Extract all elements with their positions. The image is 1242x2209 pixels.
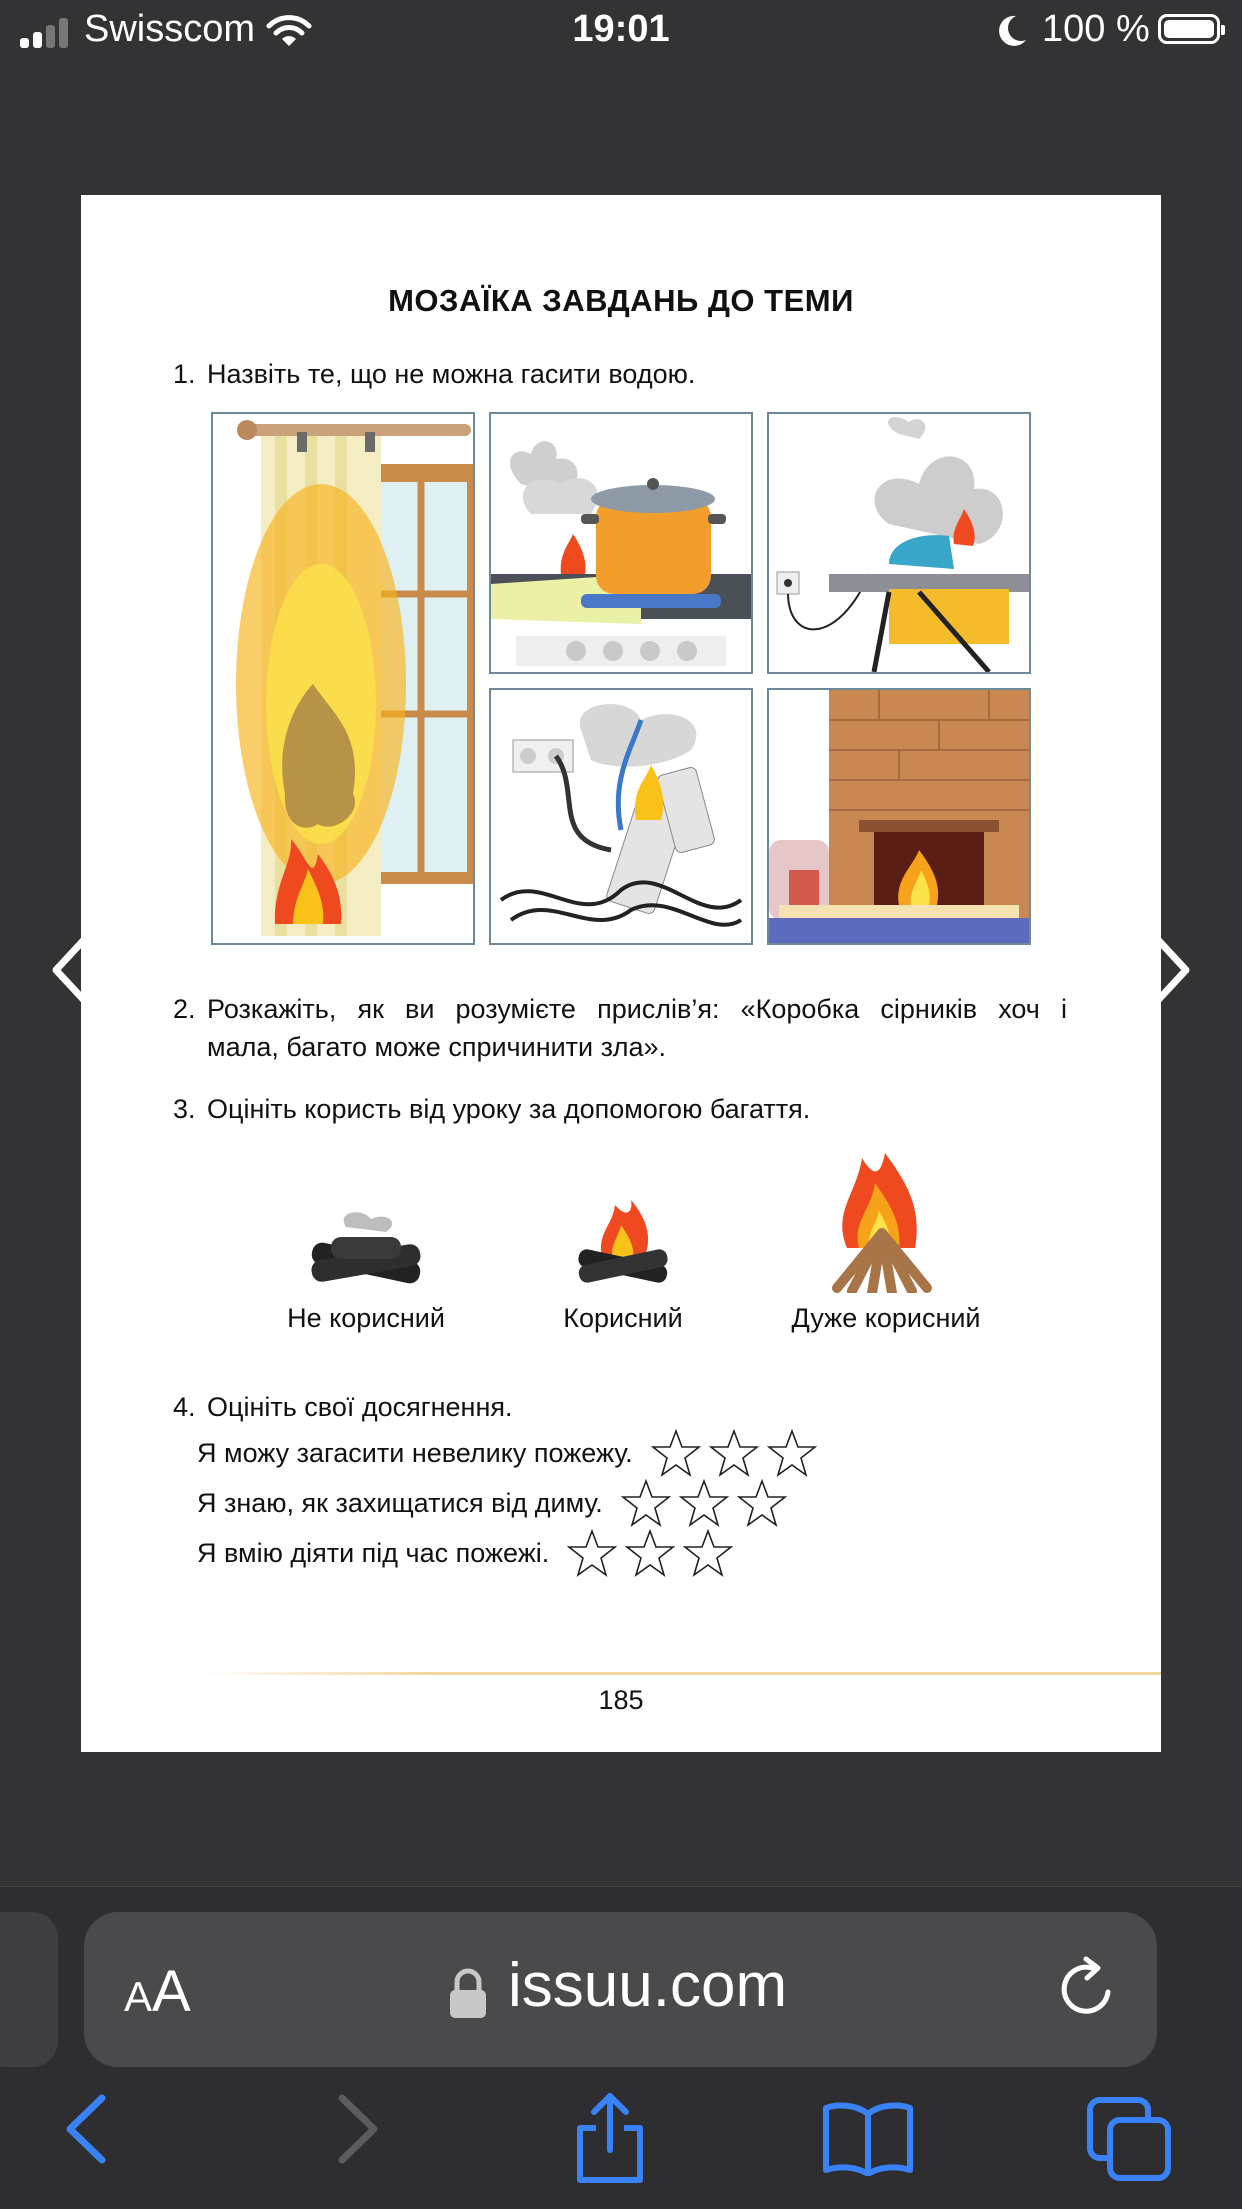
status-bar — [0, 0, 1242, 62]
self-assessment-text: Я вмію діяти під час пожежі. — [197, 1537, 550, 1568]
star-icon[interactable] — [683, 1528, 733, 1578]
small-campfire-icon — [573, 1195, 673, 1295]
reload-icon[interactable] — [1056, 1956, 1120, 2022]
task-1 — [173, 355, 695, 393]
clock: 19:01 — [572, 8, 670, 50]
share-icon[interactable] — [572, 2090, 648, 2186]
star-icon[interactable] — [737, 1478, 787, 1528]
task-number: 3. — [173, 1094, 196, 1124]
document-page — [81, 195, 1161, 1752]
previous-tab-preview[interactable] — [0, 1912, 58, 2067]
star-icon[interactable] — [621, 1478, 671, 1528]
star-icon[interactable] — [567, 1528, 617, 1578]
task-text-line-2: мала, багато може спричинити зла». — [207, 1032, 666, 1062]
burning-curtain-image — [211, 412, 475, 945]
star-icon[interactable] — [679, 1478, 729, 1528]
star-icon[interactable] — [625, 1528, 675, 1578]
battery-icon — [1158, 14, 1220, 44]
page-title: МОЗАЇКА ЗАВДАНЬ ДО ТЕМИ — [388, 283, 854, 318]
task-number: 4. — [173, 1392, 196, 1422]
forward-arrow-icon[interactable] — [334, 2092, 382, 2166]
rating-label-not-useful: Не корисний — [287, 1303, 445, 1333]
self-assessment-row — [197, 1478, 795, 1528]
task-number: 1. — [173, 359, 196, 389]
fireplace-image — [767, 688, 1031, 945]
star-icon[interactable] — [709, 1428, 759, 1478]
task-3 — [173, 1090, 810, 1128]
task-text-line-1: Розкажіть, як ви розумієте прислів’я: «Коробка сірників хоч і — [207, 994, 1067, 1024]
bookmarks-icon[interactable] — [820, 2100, 916, 2176]
self-assessment-row — [197, 1428, 825, 1478]
iron-on-ironing-board-image — [767, 412, 1031, 674]
address-bar[interactable] — [84, 1912, 1157, 2067]
task-text: Назвіть те, що не можна гасити водою. — [207, 359, 696, 389]
text-size-button[interactable]: AA — [124, 1959, 191, 2024]
footer-divider — [201, 1672, 1161, 1675]
big-campfire-icon — [827, 1153, 937, 1293]
self-assessment-text: Я можу загасити невелику пожежу. — [197, 1437, 633, 1468]
back-arrow-icon[interactable] — [62, 2092, 110, 2166]
self-assessment-text: Я знаю, як захищатися від диму. — [197, 1487, 603, 1518]
extinguished-campfire-icon — [301, 1207, 431, 1297]
carrier-name: Swisscom — [84, 8, 256, 50]
page-number: 185 — [598, 1685, 644, 1715]
task-number: 2. — [173, 994, 196, 1024]
task-text: Оцініть свої досягнення. — [207, 1392, 513, 1422]
star-icon[interactable] — [651, 1428, 701, 1478]
task-2 — [173, 990, 1073, 1066]
rating-label-useful: Корисний — [563, 1303, 683, 1333]
lock-icon — [448, 1968, 488, 2020]
pot-on-stove-fire-image — [489, 412, 753, 674]
overloaded-power-strip-image — [489, 688, 753, 945]
tabs-icon[interactable] — [1086, 2096, 1172, 2182]
self-assessment-row — [197, 1528, 741, 1578]
battery-percentage: 100 % — [1042, 8, 1150, 50]
moon-icon — [996, 14, 1028, 48]
task-text: Оцініть користь від уроку за допомогою багаття. — [207, 1094, 811, 1124]
rating-label-very-useful: Дуже корисний — [791, 1303, 981, 1333]
url-text[interactable]: issuu.com — [508, 1951, 788, 2020]
star-icon[interactable] — [767, 1428, 817, 1478]
task-4 — [173, 1388, 512, 1426]
